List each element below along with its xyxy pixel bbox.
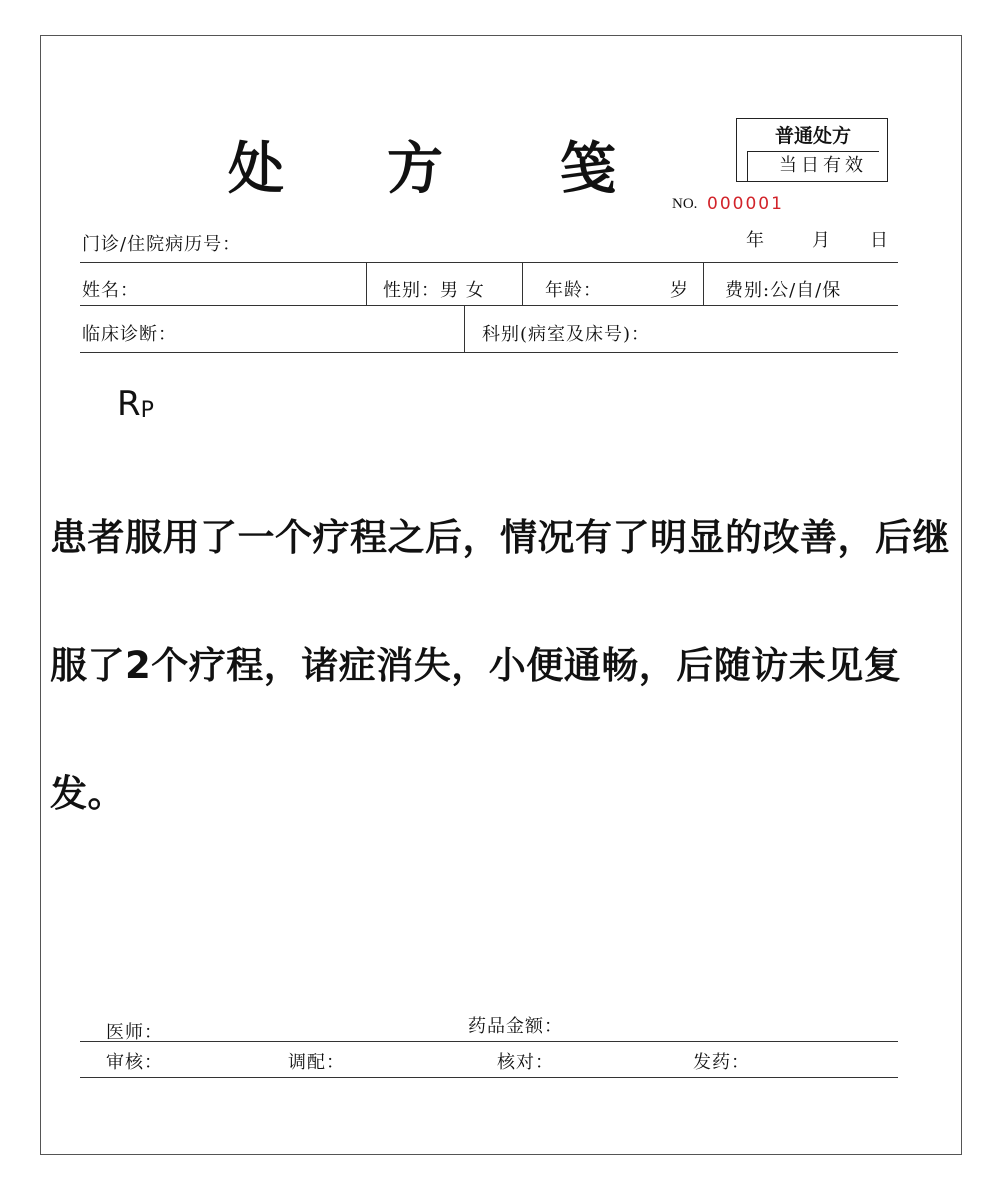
gender-label: 性别：男 女 — [383, 280, 485, 301]
fee-type-label: 费别:公/自/保 — [725, 280, 842, 301]
divider-v1 — [366, 262, 367, 305]
record-number-label: 门诊/住院病历号： — [82, 234, 242, 255]
divider-4 — [80, 1041, 898, 1042]
check-label: 核对： — [497, 1052, 554, 1073]
title-char-1: 处 — [228, 136, 284, 202]
name-label: 姓名： — [82, 280, 139, 301]
rp-sub: P — [140, 398, 154, 423]
doctor-label: 医师： — [106, 1022, 163, 1043]
diagnosis-label: 临床诊断： — [82, 324, 177, 345]
review-label: 审核： — [106, 1052, 163, 1073]
validity-term: 当日有效 — [779, 155, 867, 176]
divider-5 — [80, 1077, 898, 1078]
rp-symbol — [117, 384, 154, 424]
dispense-label: 调配： — [288, 1052, 345, 1073]
title-char-3: 笺 — [560, 136, 616, 202]
department-label: 科别(病室及床号)： — [482, 324, 651, 345]
date-month-label: 月 — [812, 230, 831, 251]
divider-2 — [80, 305, 898, 306]
age-label: 年龄： — [545, 280, 602, 301]
age-unit: 岁 — [670, 280, 689, 301]
issue-label: 发药： — [693, 1052, 750, 1073]
serial-number-label: NO. — [672, 196, 698, 212]
validity-box — [736, 118, 888, 182]
title-char-2: 方 — [387, 136, 443, 202]
drug-amount-label: 药品金额： — [468, 1016, 563, 1037]
validity-type: 普通处方 — [747, 121, 879, 152]
rp-main: R — [117, 384, 141, 424]
date-year-label: 年 — [746, 230, 765, 251]
date-day-label: 日 — [870, 230, 889, 251]
divider-v2 — [522, 262, 523, 305]
divider-v4 — [464, 305, 465, 352]
prescription-content: 患者服用了一个疗程之后，情况有了明显的改善，后继服了2个疗程，诸症消失，小便通畅，后随访未见复发。 — [50, 516, 950, 815]
serial-number: 000001 — [707, 194, 784, 214]
divider-v3 — [703, 262, 704, 305]
divider-3 — [80, 352, 898, 353]
validity-divider — [747, 151, 748, 181]
divider-1 — [80, 262, 898, 263]
